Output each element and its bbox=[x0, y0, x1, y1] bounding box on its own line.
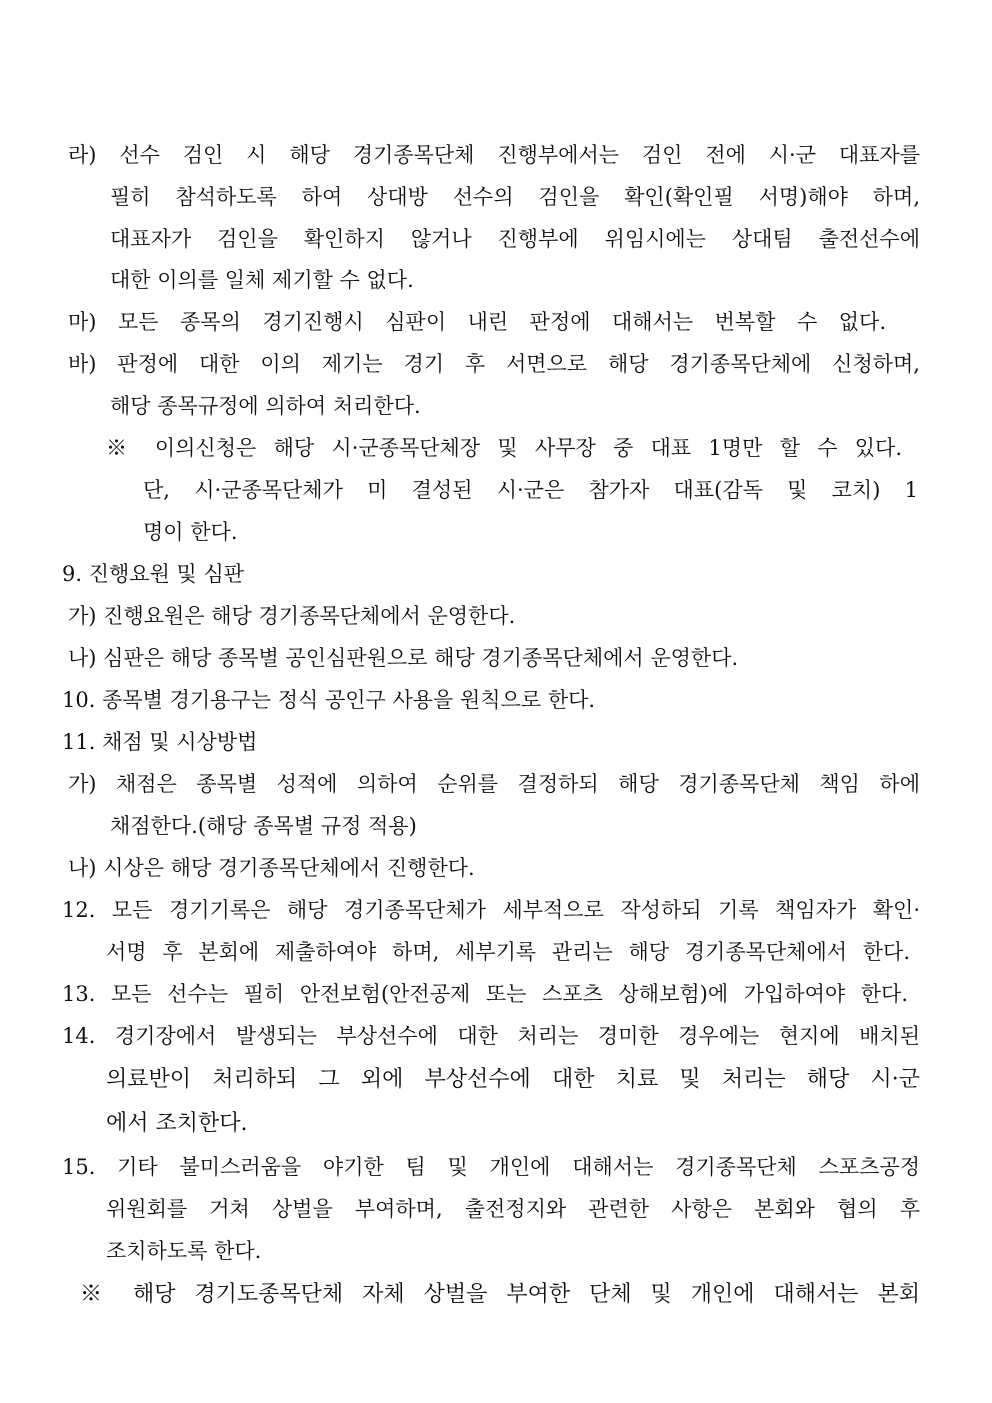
item-ra-line-1: 라) 선수 검인 시 해당 경기종목단체 진행부에서는 검인 전에 시·군 대표자를 bbox=[68, 143, 920, 167]
item-ma-line-1: 마) 모든 종목의 경기진행시 심판이 내린 판정에 대해서는 번복할 수 없다. bbox=[68, 310, 886, 334]
section-9-heading: 9. 진행요원 및 심판 bbox=[62, 562, 245, 586]
section-15-line-3: 조치하도록 한다. bbox=[106, 1239, 262, 1263]
section-9-item-ga: 가) 진행요원은 해당 경기종목단체에서 운영한다. bbox=[68, 604, 516, 628]
section-10: 10. 종목별 경기용구는 정식 공인구 사용을 원칙으로 한다. bbox=[62, 688, 596, 712]
item-ba-line-2: 해당 종목규정에 의하여 처리한다. bbox=[110, 394, 421, 418]
section-12-line-1: 12. 모든 경기기록은 해당 경기종목단체가 세부적으로 작성하되 기록 책임자가 확인· bbox=[62, 898, 920, 922]
section-15-line-1: 15. 기타 불미스러움을 야기한 팀 및 개인에 대해서는 경기종목단체 스포츠공정 bbox=[62, 1155, 920, 1179]
item-ba-line-1: 바) 판정에 대한 이의 제기는 경기 후 서면으로 해당 경기종목단체에 신청하며, bbox=[68, 352, 920, 376]
section-11-item-ga-line-1: 가) 채점은 종목별 성적에 의하여 순위를 결정하되 해당 경기종목단체 책임 하에 bbox=[68, 772, 920, 796]
section-14-line-3: 에서 조치한다. bbox=[106, 1111, 248, 1136]
section-11-item-ga-line-2: 채점한다.(해당 종목별 규정 적용) bbox=[110, 814, 417, 838]
section-14-line-1: 14. 경기장에서 발생되는 부상선수에 대한 처리는 경미한 경우에는 현지에 배치된 bbox=[62, 1024, 920, 1048]
item-ra-line-4: 대한 이의를 일체 제기할 수 없다. bbox=[110, 268, 414, 292]
note2-line-1: ※ 해당 경기도종목단체 자체 상벌을 부여한 단체 및 개인에 대해서는 본회 bbox=[80, 1282, 920, 1307]
section-9-item-na: 나) 심판은 해당 종목별 공인심판원으로 해당 경기종목단체에서 운영한다. bbox=[68, 646, 739, 670]
item-ra-line-3: 대표자가 검인을 확인하지 않거나 진행부에 위임시에는 상대팀 출전선수에 bbox=[110, 227, 920, 251]
section-12-line-2: 서명 후 본회에 제출하여야 하며, 세부기록 관리는 해당 경기종목단체에서 한다. bbox=[106, 940, 910, 964]
note1-line-2: 단, 시·군종목단체가 미 결성된 시·군은 참가자 대표(감독 및 코치) 1 bbox=[143, 478, 918, 502]
section-15-line-2: 위원회를 거쳐 상벌을 부여하며, 출전정지와 관련한 사항은 본회와 협의 후 bbox=[106, 1197, 920, 1221]
section-11-heading: 11. 채점 및 시상방법 bbox=[62, 730, 258, 754]
note1-line-3: 명이 한다. bbox=[143, 520, 238, 544]
note1-line-1: ※ 이의신청은 해당 시·군종목단체장 및 사무장 중 대표 1명만 할 수 있다. bbox=[106, 436, 903, 460]
section-14-line-2: 의료반이 처리하되 그 외에 부상선수에 대한 치료 및 처리는 해당 시·군 bbox=[106, 1067, 920, 1092]
item-ra-line-2: 필히 참석하도록 하여 상대방 선수의 검인을 확인(확인필 서명)해야 하며, bbox=[110, 185, 920, 209]
section-11-item-na: 나) 시상은 해당 경기종목단체에서 진행한다. bbox=[68, 856, 475, 880]
section-13: 13. 모든 선수는 필히 안전보험(안전공제 또는 스포츠 상해보험)에 가입하여야 한다. bbox=[62, 982, 908, 1006]
